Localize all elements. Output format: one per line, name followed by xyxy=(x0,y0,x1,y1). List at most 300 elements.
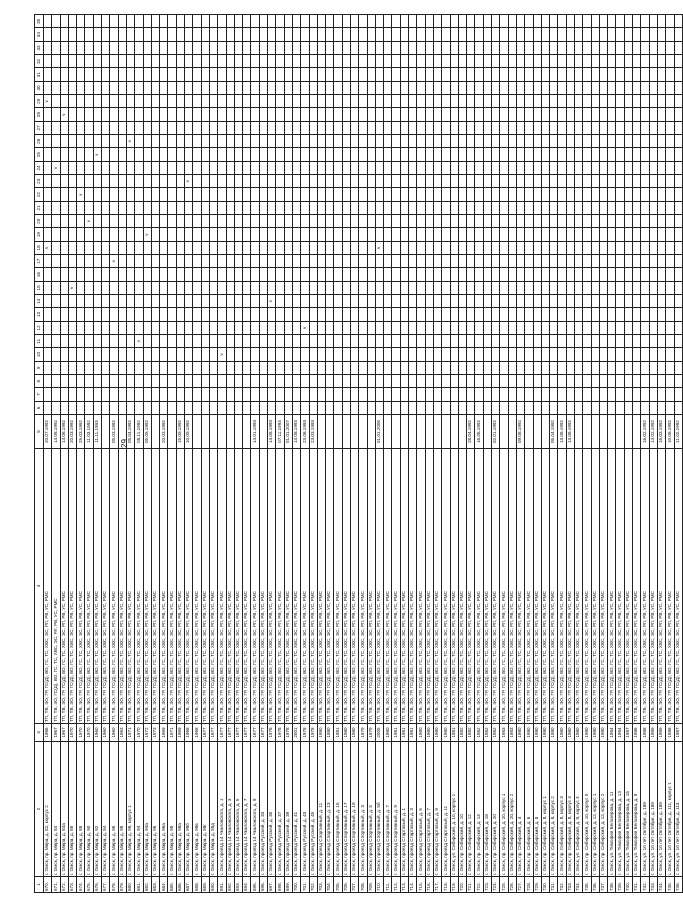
month-cell xyxy=(367,55,375,68)
month-cell xyxy=(409,41,417,54)
month-cell xyxy=(467,55,475,68)
month-cell xyxy=(649,228,657,241)
month-cell xyxy=(500,108,508,121)
month-cell xyxy=(566,55,574,68)
month-cell xyxy=(384,361,392,374)
month-cell xyxy=(674,281,682,294)
month-cell xyxy=(666,201,674,214)
month-cell xyxy=(450,268,458,281)
date-cell: 13.06.1992 xyxy=(558,415,566,449)
month-cell xyxy=(467,108,475,121)
month-cell xyxy=(575,295,583,308)
month-cell xyxy=(525,68,533,81)
month-cell xyxy=(93,201,101,214)
month-cell xyxy=(467,95,475,108)
month-cell xyxy=(309,148,317,161)
month-cell xyxy=(367,268,375,281)
month-cell xyxy=(292,135,300,148)
date-cell xyxy=(259,415,267,449)
month-cell xyxy=(516,68,524,81)
month-cell xyxy=(176,68,184,81)
month-cell xyxy=(591,335,599,348)
month-cell xyxy=(126,281,134,294)
month-cell xyxy=(102,161,110,174)
month-cell xyxy=(342,268,350,281)
date-cell xyxy=(243,415,251,449)
month-cell xyxy=(500,55,508,68)
table-row xyxy=(342,15,350,893)
month-cell xyxy=(442,255,450,268)
address-cell: г. Омск, пр. Сибирский, д. 8, корпус 4 xyxy=(566,742,574,877)
month-cell xyxy=(409,255,417,268)
month-cell xyxy=(608,81,616,94)
month-cell xyxy=(309,228,317,241)
month-cell xyxy=(118,41,126,54)
month-cell xyxy=(268,361,276,374)
month-cell xyxy=(458,175,466,188)
address-cell: г. Омск, проезд 14 Чкаловского, д. 5 xyxy=(234,742,242,877)
address-cell: г. Омск, проезд Стартовый, д. 5 xyxy=(417,742,425,877)
address-cell: г. Омск, пр. Мира, д. 98в xyxy=(193,742,201,877)
month-cell xyxy=(599,228,607,241)
date-cell xyxy=(624,415,632,449)
row-number: 675. xyxy=(85,877,93,893)
month-cell xyxy=(218,41,226,54)
month-cell xyxy=(467,175,475,188)
month-cell xyxy=(649,281,657,294)
month-cell xyxy=(583,201,591,214)
month-cell xyxy=(135,41,143,54)
month-cell xyxy=(292,215,300,228)
year-cell: 1970 xyxy=(77,724,85,742)
column-number: 22 xyxy=(35,188,44,201)
month-cell xyxy=(160,95,168,108)
month-cell xyxy=(525,241,533,254)
month-cell xyxy=(110,108,118,121)
month-cell xyxy=(209,161,217,174)
month-cell xyxy=(209,108,217,121)
month-cell xyxy=(160,361,168,374)
month-cell xyxy=(674,108,682,121)
month-cell xyxy=(168,201,176,214)
month-cell xyxy=(608,321,616,334)
address-cell: г. Омск, ул. 10 лет Октября, д. 189 xyxy=(649,742,657,877)
month-cell xyxy=(326,95,334,108)
month-cell xyxy=(176,401,184,414)
month-cell xyxy=(243,215,251,228)
month-cell xyxy=(201,121,209,134)
month-cell xyxy=(77,388,85,401)
month-cell xyxy=(525,135,533,148)
month-cell xyxy=(193,255,201,268)
month-cell xyxy=(649,41,657,54)
month-cell xyxy=(500,295,508,308)
month-cell xyxy=(575,375,583,388)
date-cell: 20.03.1992 xyxy=(68,415,76,449)
month-cell xyxy=(68,321,76,334)
month-cell xyxy=(525,268,533,281)
month-cell xyxy=(251,361,259,374)
address-cell: г. Омск, проезд Спортивный, д. 9 xyxy=(392,742,400,877)
date-cell xyxy=(541,415,549,449)
month-cell xyxy=(85,241,93,254)
month-cell xyxy=(558,335,566,348)
month-cell xyxy=(60,361,68,374)
services-cell: ТП, ТВ, ЭО, ГР, ГС(Д), ВО, ГС, ТС, ХВС, ЭС, РЛ, РВ, УС, РМС xyxy=(616,449,624,724)
month-cell xyxy=(118,175,126,188)
date-cell xyxy=(317,415,325,449)
address-cell: г. Омск, пр. Сибирский, д. 18 xyxy=(483,742,491,877)
month-cell xyxy=(276,41,284,54)
month-cell xyxy=(624,175,632,188)
month-cell xyxy=(533,175,541,188)
table-row xyxy=(525,15,533,893)
month-cell xyxy=(118,228,126,241)
month-cell xyxy=(118,95,126,108)
address-cell: г. Омск, пр. Мира, д. 90 xyxy=(85,742,93,877)
row-number: 706. xyxy=(342,877,350,893)
row-number: 722. xyxy=(475,877,483,893)
month-cell xyxy=(442,388,450,401)
month-cell xyxy=(135,148,143,161)
month-cell xyxy=(649,241,657,254)
month-cell xyxy=(508,41,516,54)
month-cell xyxy=(77,121,85,134)
month-cell xyxy=(633,375,641,388)
month-cell xyxy=(583,281,591,294)
month-cell xyxy=(168,335,176,348)
month-cell xyxy=(375,215,383,228)
month-cell xyxy=(508,201,516,214)
month-cell xyxy=(342,281,350,294)
month-cell xyxy=(475,188,483,201)
month-cell xyxy=(359,281,367,294)
month-cell xyxy=(151,161,159,174)
month-cell xyxy=(326,68,334,81)
month-cell xyxy=(259,241,267,254)
table-row xyxy=(193,15,201,893)
month-cell xyxy=(259,68,267,81)
month-cell xyxy=(649,81,657,94)
month-cell xyxy=(392,388,400,401)
month-cell xyxy=(201,81,209,94)
month-cell xyxy=(276,55,284,68)
month-cell xyxy=(342,401,350,414)
year-cell: 1966 xyxy=(44,724,52,742)
month-cell xyxy=(68,295,76,308)
month-cell xyxy=(326,15,334,28)
month-cell xyxy=(359,215,367,228)
month-cell xyxy=(218,228,226,241)
month-cell xyxy=(193,295,201,308)
month-cell xyxy=(500,348,508,361)
month-cell xyxy=(251,121,259,134)
month-cell xyxy=(359,361,367,374)
month-cell xyxy=(251,375,259,388)
month-cell xyxy=(508,175,516,188)
month-cell xyxy=(392,15,400,28)
services-cell: ТП, ТВ, ЭО, ГР, ГС(Д), ВО, ГС, ТС, ХВС, ЭС, РЛ, РВ, УС, РМС xyxy=(44,449,52,724)
month-cell: v xyxy=(268,295,276,308)
month-cell xyxy=(649,295,657,308)
month-cell xyxy=(284,15,292,28)
column-number: 28 xyxy=(35,108,44,121)
month-cell xyxy=(85,108,93,121)
month-cell xyxy=(143,241,151,254)
year-cell: 1970 xyxy=(68,724,76,742)
year-cell: 1978 xyxy=(268,724,276,742)
month-cell xyxy=(508,161,516,174)
month-cell xyxy=(276,401,284,414)
month-cell xyxy=(633,68,641,81)
month-cell xyxy=(135,201,143,214)
date-cell xyxy=(575,415,583,449)
month-cell xyxy=(433,295,441,308)
date-cell: 23.03.1993 xyxy=(309,415,317,449)
month-cell xyxy=(392,361,400,374)
date-cell: 09.06.1992 xyxy=(516,415,524,449)
month-cell xyxy=(458,215,466,228)
table-row xyxy=(301,15,309,893)
month-cell xyxy=(375,148,383,161)
month-cell xyxy=(44,255,52,268)
row-number: 689. xyxy=(201,877,209,893)
month-cell xyxy=(392,41,400,54)
date-cell xyxy=(102,415,110,449)
month-cell xyxy=(243,388,251,401)
month-cell xyxy=(110,241,118,254)
month-cell xyxy=(666,28,674,41)
month-cell xyxy=(77,161,85,174)
month-cell xyxy=(259,321,267,334)
month-cell xyxy=(259,55,267,68)
month-cell xyxy=(591,215,599,228)
month-cell xyxy=(185,348,193,361)
year-cell: 1973 xyxy=(151,724,159,742)
month-cell xyxy=(77,148,85,161)
month-cell xyxy=(226,228,234,241)
month-cell xyxy=(608,281,616,294)
month-cell xyxy=(425,28,433,41)
month-cell xyxy=(151,148,159,161)
month-cell xyxy=(292,41,300,54)
month-cell xyxy=(168,121,176,134)
month-cell xyxy=(616,81,624,94)
month-cell xyxy=(85,148,93,161)
month-cell xyxy=(234,255,242,268)
month-cell xyxy=(193,28,201,41)
month-cell xyxy=(384,81,392,94)
month-cell xyxy=(185,281,193,294)
month-cell xyxy=(541,135,549,148)
month-cell xyxy=(516,28,524,41)
month-cell xyxy=(516,388,524,401)
year-cell: 1980 xyxy=(599,724,607,742)
month-cell xyxy=(326,361,334,374)
month-cell xyxy=(649,108,657,121)
month-cell xyxy=(118,401,126,414)
month-cell xyxy=(525,175,533,188)
month-cell xyxy=(616,335,624,348)
month-cell xyxy=(616,228,624,241)
month-cell xyxy=(550,135,558,148)
month-cell xyxy=(93,388,101,401)
month-cell xyxy=(375,281,383,294)
month-cell xyxy=(641,268,649,281)
month-cell xyxy=(350,308,358,321)
month-cell xyxy=(317,228,325,241)
month-cell xyxy=(633,148,641,161)
month-cell xyxy=(292,148,300,161)
month-cell xyxy=(591,108,599,121)
month-cell xyxy=(483,295,491,308)
month-cell xyxy=(309,81,317,94)
month-cell xyxy=(218,268,226,281)
date-cell xyxy=(350,415,358,449)
year-cell: 1980 xyxy=(326,724,334,742)
row-number: 715. xyxy=(417,877,425,893)
month-cell xyxy=(251,401,259,414)
month-cell xyxy=(500,281,508,294)
month-cell xyxy=(93,295,101,308)
month-cell xyxy=(417,68,425,81)
month-cell xyxy=(118,335,126,348)
month-cell xyxy=(168,268,176,281)
month-cell xyxy=(641,401,649,414)
table-row xyxy=(85,15,93,893)
date-cell xyxy=(226,415,234,449)
address-cell: г. Омск, пр. Сибирский, д. 6 xyxy=(525,742,533,877)
month-cell xyxy=(516,335,524,348)
month-cell xyxy=(599,81,607,94)
month-cell xyxy=(516,308,524,321)
month-cell xyxy=(566,268,574,281)
month-cell xyxy=(558,375,566,388)
month-cell xyxy=(243,348,251,361)
date-cell xyxy=(400,415,408,449)
month-cell xyxy=(458,335,466,348)
month-cell xyxy=(558,135,566,148)
month-cell xyxy=(85,15,93,28)
month-cell xyxy=(641,361,649,374)
month-cell xyxy=(68,121,76,134)
month-cell xyxy=(583,161,591,174)
month-cell xyxy=(226,68,234,81)
month-cell xyxy=(641,161,649,174)
month-cell xyxy=(624,135,632,148)
month-cell xyxy=(201,241,209,254)
month-cell xyxy=(409,401,417,414)
year-cell: 1988 xyxy=(666,724,674,742)
month-cell xyxy=(575,241,583,254)
month-cell xyxy=(666,388,674,401)
month-cell xyxy=(301,375,309,388)
month-cell xyxy=(326,388,334,401)
month-cell xyxy=(425,281,433,294)
month-cell xyxy=(633,95,641,108)
month-cell xyxy=(234,348,242,361)
month-cell xyxy=(350,281,358,294)
month-cell: v xyxy=(135,335,143,348)
month-cell xyxy=(450,81,458,94)
row-number: 696. xyxy=(259,877,267,893)
month-cell xyxy=(475,388,483,401)
month-cell xyxy=(226,55,234,68)
month-cell xyxy=(359,308,367,321)
month-cell xyxy=(508,388,516,401)
month-cell xyxy=(243,281,251,294)
month-cell xyxy=(193,281,201,294)
month-cell xyxy=(608,335,616,348)
month-cell xyxy=(608,388,616,401)
month-cell xyxy=(268,268,276,281)
month-cell xyxy=(541,175,549,188)
row-number: 712. xyxy=(392,877,400,893)
month-cell xyxy=(185,361,193,374)
month-cell xyxy=(77,135,85,148)
month-cell xyxy=(334,68,342,81)
column-number: 15 xyxy=(35,281,44,294)
services-cell: ТП, ТВ, ЭО, ГР, ГС(Д), ВО, ГС, ТС, ХВС, ЭС, РЛ, РВ, УС, РМС xyxy=(102,449,110,724)
month-cell xyxy=(292,15,300,28)
row-number: 732. xyxy=(558,877,566,893)
month-cell xyxy=(375,188,383,201)
month-cell xyxy=(143,95,151,108)
services-cell: ТП, ТВ, ЭО, ГР, ГС(Д), ВО, ГС, ТС, ХВС, ЭС, РЛ, РВ, УС, РМС xyxy=(500,449,508,724)
address-cell: г. Омск, пр. Сибирский, д. 8, корпус 3 xyxy=(558,742,566,877)
month-cell xyxy=(102,281,110,294)
month-cell xyxy=(201,255,209,268)
month-cell xyxy=(143,335,151,348)
month-cell xyxy=(633,201,641,214)
month-cell xyxy=(102,81,110,94)
month-cell xyxy=(392,335,400,348)
month-cell xyxy=(375,15,383,28)
month-cell xyxy=(591,308,599,321)
month-cell xyxy=(516,135,524,148)
month-cell xyxy=(93,108,101,121)
month-cell xyxy=(608,255,616,268)
month-cell xyxy=(409,68,417,81)
month-cell xyxy=(616,361,624,374)
month-cell xyxy=(60,228,68,241)
month-cell xyxy=(616,401,624,414)
row-number: 710. xyxy=(375,877,383,893)
month-cell xyxy=(118,135,126,148)
month-cell xyxy=(243,108,251,121)
row-number: 683. xyxy=(151,877,159,893)
month-cell xyxy=(317,175,325,188)
month-cell xyxy=(409,321,417,334)
month-cell xyxy=(442,188,450,201)
month-cell xyxy=(259,348,267,361)
month-cell xyxy=(641,135,649,148)
month-cell xyxy=(201,55,209,68)
month-cell xyxy=(475,28,483,41)
month-cell xyxy=(608,188,616,201)
month-cell xyxy=(624,28,632,41)
month-cell xyxy=(201,228,209,241)
table-row xyxy=(68,15,76,893)
month-cell xyxy=(160,388,168,401)
month-cell xyxy=(276,281,284,294)
month-cell xyxy=(226,255,234,268)
table-row xyxy=(334,15,342,893)
month-cell xyxy=(641,308,649,321)
address-cell: г. Омск, ул. Сибирский, д. 8, корпус 4 xyxy=(575,742,583,877)
month-cell xyxy=(251,188,259,201)
month-cell xyxy=(193,321,201,334)
